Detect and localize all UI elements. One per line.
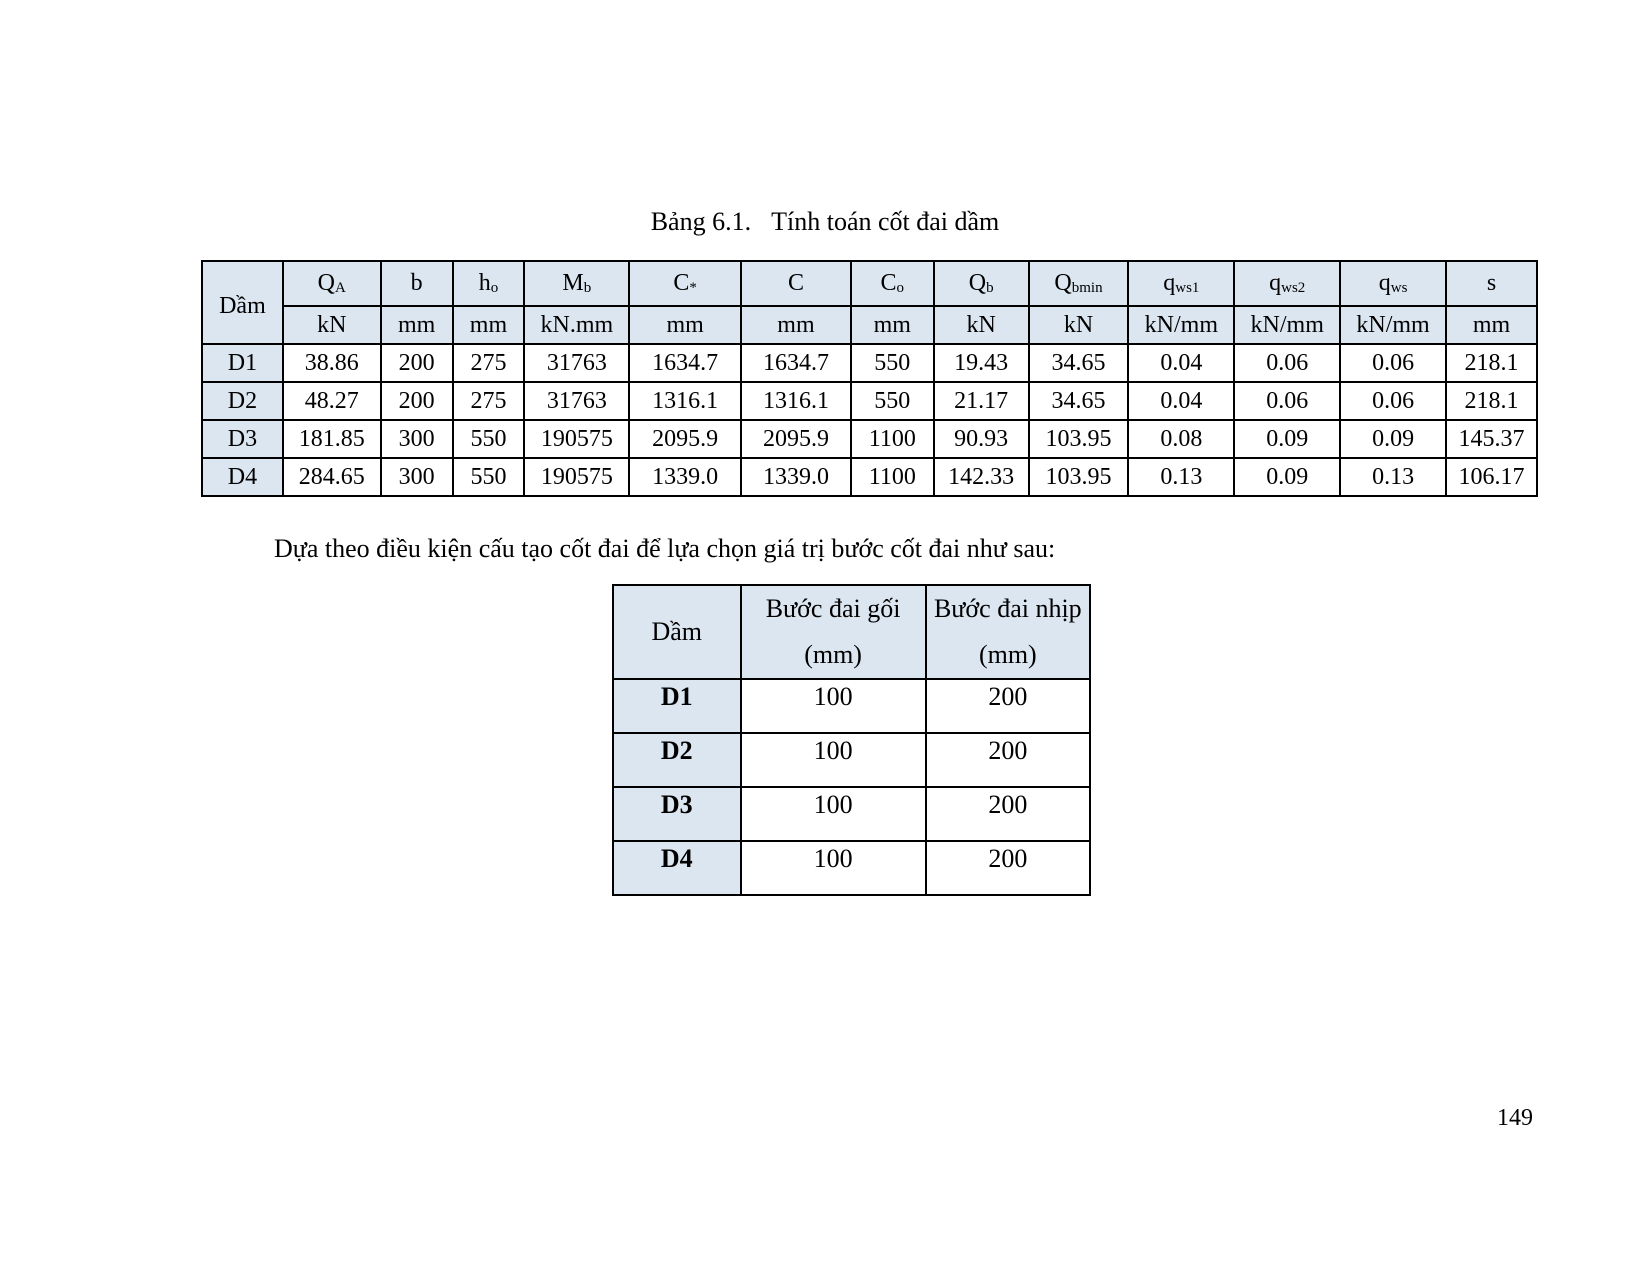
cell: 2095.9 (629, 420, 741, 458)
cell: 181.85 (283, 420, 381, 458)
cell: 0.13 (1128, 458, 1234, 496)
cell: 550 (453, 420, 525, 458)
header-cell: $q_{ws}$ (1340, 261, 1446, 306)
stirrup-spacing-table (612, 584, 1091, 896)
cell: 31763 (524, 344, 629, 382)
unit-cell: mm (741, 306, 851, 344)
row-label: D1 (613, 679, 741, 733)
cell: 0.08 (1128, 420, 1234, 458)
cell: 200 (926, 841, 1090, 895)
cell: 284.65 (283, 458, 381, 496)
row-label: D1 (202, 344, 283, 382)
header-cell: Bước đai gối (mm) (741, 585, 926, 679)
header-cell: s (1446, 261, 1537, 306)
page-number: 149 (1497, 1105, 1533, 1131)
caption-number: Bảng 6.1. (650, 207, 752, 236)
cell: 1339.0 (741, 458, 851, 496)
unit-cell: kN (283, 306, 381, 344)
header-cell: Dầm (613, 585, 741, 679)
table-row (202, 458, 1537, 496)
cell: 190575 (524, 458, 629, 496)
cell: 0.06 (1340, 382, 1446, 420)
stirrup-calc-table (201, 260, 1538, 497)
header-cell: Bước đai nhịp (mm) (926, 585, 1090, 679)
unit-cell: mm (851, 306, 934, 344)
header-row-symbols (202, 261, 1537, 306)
row-label: D2 (613, 733, 741, 787)
header-cell: b (381, 261, 453, 306)
unit-cell: kN (1029, 306, 1129, 344)
table-row (202, 420, 1537, 458)
cell: 190575 (524, 420, 629, 458)
header-cell: $C_*$ (629, 261, 741, 306)
cell: 0.06 (1234, 344, 1340, 382)
table-row (613, 841, 1090, 895)
cell: 0.06 (1234, 382, 1340, 420)
cell: 0.04 (1128, 344, 1234, 382)
unit-cell: mm (1446, 306, 1537, 344)
cell: 550 (453, 458, 525, 496)
cell: 200 (926, 679, 1090, 733)
header-row-units (202, 306, 1537, 344)
unit-cell: kN (934, 306, 1029, 344)
cell: 218.1 (1446, 344, 1537, 382)
cell: 1634.7 (629, 344, 741, 382)
cell: 38.86 (283, 344, 381, 382)
header-row (613, 585, 1090, 679)
cell: 100 (741, 679, 926, 733)
cell: 21.17 (934, 382, 1029, 420)
cell: 48.27 (283, 382, 381, 420)
cell: 31763 (524, 382, 629, 420)
body-paragraph: Dựa theo điều kiện cấu tạo cốt đai để lựa chọn giá trị bước cốt đai như sau: (274, 534, 1056, 563)
row-label: D4 (613, 841, 741, 895)
unit-cell: kN/mm (1340, 306, 1446, 344)
header-cell: $Q_{bmin}$ (1029, 261, 1129, 306)
table-row (613, 787, 1090, 841)
table-row (613, 733, 1090, 787)
cell: 103.95 (1029, 458, 1129, 496)
header-cell: $M_b$ (524, 261, 629, 306)
table-row (613, 679, 1090, 733)
cell: 0.09 (1340, 420, 1446, 458)
cell: 200 (381, 382, 453, 420)
cell: 1634.7 (741, 344, 851, 382)
cell: 1100 (851, 458, 934, 496)
row-label: D3 (613, 787, 741, 841)
cell: 300 (381, 458, 453, 496)
cell: 1316.1 (629, 382, 741, 420)
cell: 100 (741, 787, 926, 841)
cell: 2095.9 (741, 420, 851, 458)
unit-cell: kN/mm (1234, 306, 1340, 344)
table-row (202, 344, 1537, 382)
caption-title: Tính toán cốt đai dầm (771, 207, 1000, 236)
cell: 275 (453, 344, 525, 382)
cell: 34.65 (1029, 382, 1129, 420)
cell: 142.33 (934, 458, 1029, 496)
cell: 103.95 (1029, 420, 1129, 458)
cell: 0.06 (1340, 344, 1446, 382)
unit-cell: mm (381, 306, 453, 344)
header-cell: $Q_b$ (934, 261, 1029, 306)
cell: 106.17 (1446, 458, 1537, 496)
unit-cell: mm (629, 306, 741, 344)
cell: 19.43 (934, 344, 1029, 382)
table-row (202, 382, 1537, 420)
unit-cell: kN.mm (524, 306, 629, 344)
cell: 0.04 (1128, 382, 1234, 420)
header-cell: $C_o$ (851, 261, 934, 306)
cell: 300 (381, 420, 453, 458)
cell: 1100 (851, 420, 934, 458)
unit-cell: kN/mm (1128, 306, 1234, 344)
cell: 34.65 (1029, 344, 1129, 382)
cell: 218.1 (1446, 382, 1537, 420)
cell: 100 (741, 841, 926, 895)
cell: 0.09 (1234, 458, 1340, 496)
cell: 145.37 (1446, 420, 1537, 458)
cell: 275 (453, 382, 525, 420)
row-label: D2 (202, 382, 283, 420)
row-label: D4 (202, 458, 283, 496)
header-cell: C (741, 261, 851, 306)
header-cell: $q_{ws1}$ (1128, 261, 1234, 306)
cell: 550 (851, 382, 934, 420)
header-cell: $Q_A$ (283, 261, 381, 306)
header-cell: $q_{ws2}$ (1234, 261, 1340, 306)
header-cell: Dầm (202, 261, 283, 344)
cell: 0.13 (1340, 458, 1446, 496)
cell: 200 (926, 733, 1090, 787)
cell: 0.09 (1234, 420, 1340, 458)
unit-cell: mm (453, 306, 525, 344)
cell: 1316.1 (741, 382, 851, 420)
cell: 200 (381, 344, 453, 382)
cell: 550 (851, 344, 934, 382)
cell: 100 (741, 733, 926, 787)
header-cell: $h_o$ (453, 261, 525, 306)
table-caption (0, 207, 1650, 237)
row-label: D3 (202, 420, 283, 458)
cell: 200 (926, 787, 1090, 841)
cell: 90.93 (934, 420, 1029, 458)
cell: 1339.0 (629, 458, 741, 496)
